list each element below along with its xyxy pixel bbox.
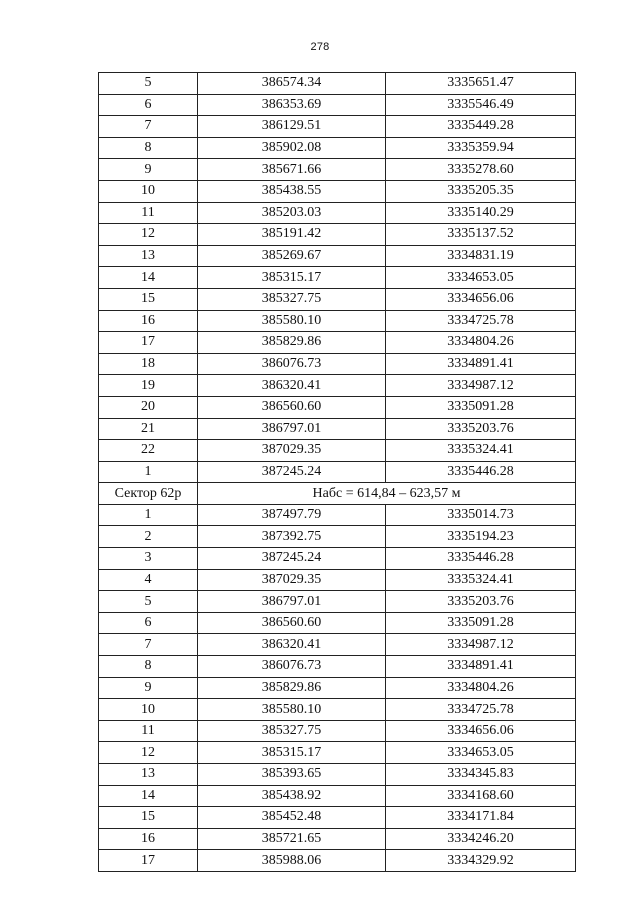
point-number-cell: 15 bbox=[99, 288, 198, 310]
point-number-cell: 7 bbox=[99, 634, 198, 656]
x-coordinate-cell: 386129.51 bbox=[198, 116, 386, 138]
table-row bbox=[99, 807, 576, 829]
y-coordinate-cell: 3334171.84 bbox=[386, 807, 576, 829]
table-row bbox=[99, 332, 576, 354]
x-coordinate-cell: 386560.60 bbox=[198, 396, 386, 418]
point-number-cell: 4 bbox=[99, 569, 198, 591]
x-coordinate-cell: 387029.35 bbox=[198, 569, 386, 591]
point-number-cell: 10 bbox=[99, 699, 198, 721]
table-row bbox=[99, 634, 576, 656]
y-coordinate-cell: 3335446.28 bbox=[386, 548, 576, 570]
point-number-cell: 16 bbox=[99, 828, 198, 850]
x-coordinate-cell: 385203.03 bbox=[198, 202, 386, 224]
point-number-cell: 3 bbox=[99, 548, 198, 570]
point-number-cell: 21 bbox=[99, 418, 198, 440]
x-coordinate-cell: 385988.06 bbox=[198, 850, 386, 872]
x-coordinate-cell: 385315.17 bbox=[198, 742, 386, 764]
x-coordinate-cell: 385829.86 bbox=[198, 677, 386, 699]
point-number-cell: 20 bbox=[99, 396, 198, 418]
point-number-cell: 18 bbox=[99, 353, 198, 375]
y-coordinate-cell: 3334168.60 bbox=[386, 785, 576, 807]
table-row bbox=[99, 180, 576, 202]
table-row bbox=[99, 720, 576, 742]
point-number-cell: 11 bbox=[99, 202, 198, 224]
point-number-cell: 9 bbox=[99, 677, 198, 699]
table-row bbox=[99, 202, 576, 224]
y-coordinate-cell: 3335137.52 bbox=[386, 224, 576, 246]
point-number-cell: 1 bbox=[99, 461, 198, 483]
y-coordinate-cell: 3334345.83 bbox=[386, 764, 576, 786]
y-coordinate-cell: 3335546.49 bbox=[386, 94, 576, 116]
table-row bbox=[99, 699, 576, 721]
table-row bbox=[99, 828, 576, 850]
x-coordinate-cell: 386797.01 bbox=[198, 591, 386, 613]
y-coordinate-cell: 3334987.12 bbox=[386, 634, 576, 656]
x-coordinate-cell: 385269.67 bbox=[198, 245, 386, 267]
x-coordinate-cell: 385327.75 bbox=[198, 720, 386, 742]
x-coordinate-cell: 386320.41 bbox=[198, 634, 386, 656]
table-row bbox=[99, 73, 576, 95]
point-number-cell: 17 bbox=[99, 850, 198, 872]
table-row bbox=[99, 267, 576, 289]
y-coordinate-cell: 3334987.12 bbox=[386, 375, 576, 397]
x-coordinate-cell: 387497.79 bbox=[198, 504, 386, 526]
x-coordinate-cell: 385721.65 bbox=[198, 828, 386, 850]
y-coordinate-cell: 3334891.41 bbox=[386, 353, 576, 375]
y-coordinate-cell: 3334656.06 bbox=[386, 288, 576, 310]
table-row bbox=[99, 591, 576, 613]
y-coordinate-cell: 3335359.94 bbox=[386, 137, 576, 159]
point-number-cell: 2 bbox=[99, 526, 198, 548]
point-number-cell: 16 bbox=[99, 310, 198, 332]
table-row bbox=[99, 461, 576, 483]
table-row bbox=[99, 288, 576, 310]
table-row bbox=[99, 224, 576, 246]
y-coordinate-cell: 3335449.28 bbox=[386, 116, 576, 138]
point-number-cell: 12 bbox=[99, 224, 198, 246]
page-number: 278 bbox=[310, 41, 330, 53]
y-coordinate-cell: 3335651.47 bbox=[386, 73, 576, 95]
table-row bbox=[99, 677, 576, 699]
point-number-cell: 7 bbox=[99, 116, 198, 138]
y-coordinate-cell: 3335278.60 bbox=[386, 159, 576, 181]
point-number-cell: 6 bbox=[99, 94, 198, 116]
y-coordinate-cell: 3335091.28 bbox=[386, 396, 576, 418]
point-number-cell: 5 bbox=[99, 591, 198, 613]
x-coordinate-cell: 387029.35 bbox=[198, 440, 386, 462]
y-coordinate-cell: 3334804.26 bbox=[386, 332, 576, 354]
table-row bbox=[99, 94, 576, 116]
x-coordinate-cell: 386574.34 bbox=[198, 73, 386, 95]
y-coordinate-cell: 3335203.76 bbox=[386, 418, 576, 440]
y-coordinate-cell: 3334656.06 bbox=[386, 720, 576, 742]
table-row bbox=[99, 764, 576, 786]
table-row bbox=[99, 504, 576, 526]
point-number-cell: 15 bbox=[99, 807, 198, 829]
y-coordinate-cell: 3334329.92 bbox=[386, 850, 576, 872]
x-coordinate-cell: 385438.55 bbox=[198, 180, 386, 202]
x-coordinate-cell: 386076.73 bbox=[198, 656, 386, 678]
x-coordinate-cell: 387392.75 bbox=[198, 526, 386, 548]
x-coordinate-cell: 386353.69 bbox=[198, 94, 386, 116]
x-coordinate-cell: 385671.66 bbox=[198, 159, 386, 181]
y-coordinate-cell: 3335205.35 bbox=[386, 180, 576, 202]
x-coordinate-cell: 386560.60 bbox=[198, 612, 386, 634]
y-coordinate-cell: 3335140.29 bbox=[386, 202, 576, 224]
y-coordinate-cell: 3334653.05 bbox=[386, 267, 576, 289]
table-row bbox=[99, 245, 576, 267]
table-row bbox=[99, 396, 576, 418]
table-row bbox=[99, 612, 576, 634]
x-coordinate-cell: 385315.17 bbox=[198, 267, 386, 289]
point-number-cell: 19 bbox=[99, 375, 198, 397]
table-row bbox=[99, 850, 576, 872]
sector-header-row bbox=[99, 483, 576, 505]
y-coordinate-cell: 3334804.26 bbox=[386, 677, 576, 699]
table-row bbox=[99, 116, 576, 138]
point-number-cell: 10 bbox=[99, 180, 198, 202]
table-row bbox=[99, 526, 576, 548]
y-coordinate-cell: 3335203.76 bbox=[386, 591, 576, 613]
table-row bbox=[99, 785, 576, 807]
x-coordinate-cell: 385452.48 bbox=[198, 807, 386, 829]
point-number-cell: 8 bbox=[99, 137, 198, 159]
table-row bbox=[99, 159, 576, 181]
x-coordinate-cell: 385902.08 bbox=[198, 137, 386, 159]
point-number-cell: 17 bbox=[99, 332, 198, 354]
point-number-cell: 9 bbox=[99, 159, 198, 181]
table-row bbox=[99, 548, 576, 570]
table-row bbox=[99, 440, 576, 462]
coordinates-table-body bbox=[99, 73, 576, 872]
x-coordinate-cell: 387245.24 bbox=[198, 548, 386, 570]
y-coordinate-cell: 3335014.73 bbox=[386, 504, 576, 526]
table-row bbox=[99, 310, 576, 332]
x-coordinate-cell: 387245.24 bbox=[198, 461, 386, 483]
x-coordinate-cell: 385191.42 bbox=[198, 224, 386, 246]
y-coordinate-cell: 3334246.20 bbox=[386, 828, 576, 850]
table-row bbox=[99, 137, 576, 159]
point-number-cell: 14 bbox=[99, 267, 198, 289]
y-coordinate-cell: 3335324.41 bbox=[386, 440, 576, 462]
y-coordinate-cell: 3334725.78 bbox=[386, 310, 576, 332]
x-coordinate-cell: 385327.75 bbox=[198, 288, 386, 310]
x-coordinate-cell: 385580.10 bbox=[198, 310, 386, 332]
table-row bbox=[99, 742, 576, 764]
point-number-cell: 1 bbox=[99, 504, 198, 526]
x-coordinate-cell: 385829.86 bbox=[198, 332, 386, 354]
x-coordinate-cell: 386320.41 bbox=[198, 375, 386, 397]
point-number-cell: 5 bbox=[99, 73, 198, 95]
x-coordinate-cell: 386076.73 bbox=[198, 353, 386, 375]
y-coordinate-cell: 3334831.19 bbox=[386, 245, 576, 267]
table-row bbox=[99, 375, 576, 397]
y-coordinate-cell: 3335324.41 bbox=[386, 569, 576, 591]
point-number-cell: 8 bbox=[99, 656, 198, 678]
y-coordinate-cell: 3335091.28 bbox=[386, 612, 576, 634]
x-coordinate-cell: 386797.01 bbox=[198, 418, 386, 440]
point-number-cell: 12 bbox=[99, 742, 198, 764]
sector-height-cell: Набс = 614,84 – 623,57 м bbox=[198, 483, 576, 505]
table-row bbox=[99, 353, 576, 375]
point-number-cell: 11 bbox=[99, 720, 198, 742]
table-row bbox=[99, 418, 576, 440]
table-row bbox=[99, 569, 576, 591]
point-number-cell: 22 bbox=[99, 440, 198, 462]
y-coordinate-cell: 3334725.78 bbox=[386, 699, 576, 721]
point-number-cell: 13 bbox=[99, 245, 198, 267]
x-coordinate-cell: 385580.10 bbox=[198, 699, 386, 721]
table-row bbox=[99, 656, 576, 678]
coordinates-table bbox=[98, 72, 576, 872]
y-coordinate-cell: 3335446.28 bbox=[386, 461, 576, 483]
point-number-cell: 13 bbox=[99, 764, 198, 786]
y-coordinate-cell: 3334891.41 bbox=[386, 656, 576, 678]
x-coordinate-cell: 385393.65 bbox=[198, 764, 386, 786]
x-coordinate-cell: 385438.92 bbox=[198, 785, 386, 807]
point-number-cell: 6 bbox=[99, 612, 198, 634]
y-coordinate-cell: 3334653.05 bbox=[386, 742, 576, 764]
y-coordinate-cell: 3335194.23 bbox=[386, 526, 576, 548]
point-number-cell: 14 bbox=[99, 785, 198, 807]
sector-name-cell: Сектор 62р bbox=[99, 483, 198, 505]
